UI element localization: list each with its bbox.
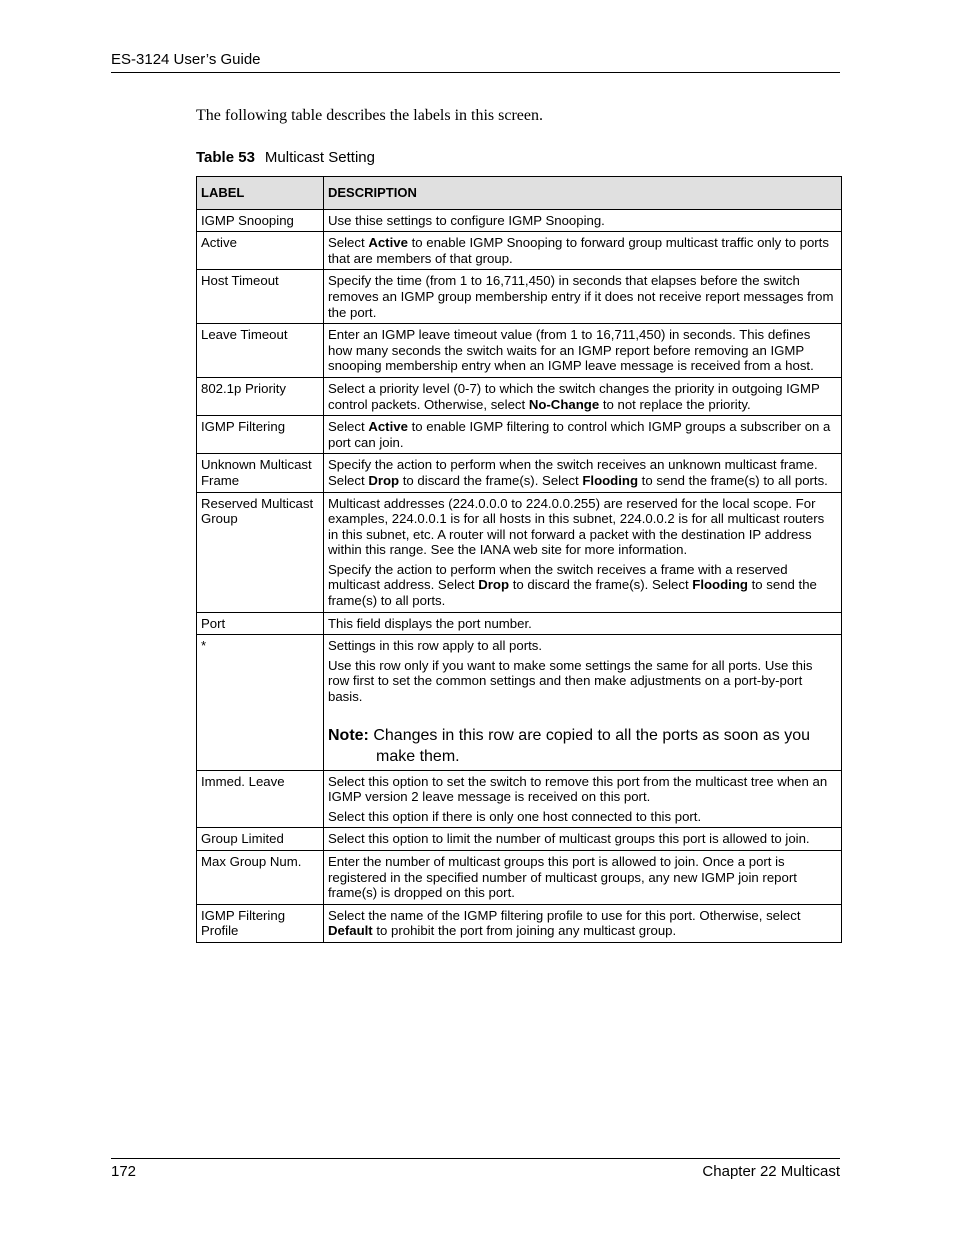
description-paragraph: Select Active to enable IGMP Snooping to forward group multicast traffic only to ports that are members of that group. — [328, 235, 829, 266]
table-row — [197, 635, 842, 770]
description-paragraph: Select Active to enable IGMP filtering to control which IGMP groups a subscriber on a port can join. — [328, 419, 831, 450]
intro-text: The following table describes the labels in this screen. — [196, 107, 544, 124]
description-paragraph: Use this row only if you want to make some settings the same for all ports. Use this row first to set the common settings and then make adjustments on a port-by-port basis. — [328, 657, 813, 705]
row-description — [324, 416, 842, 454]
table-row — [197, 377, 842, 415]
page-number: 172 — [111, 1163, 137, 1180]
description-paragraph: Select the name of the IGMP filtering profile to use for this port. Otherwise, select Default to prohibit the port from joining any multicast group. — [328, 907, 801, 939]
row-label: IGMP Snooping — [197, 209, 324, 232]
description-paragraph: Enter an IGMP leave timeout value (from 1 to 16,711,450) in seconds. This defines how many seconds the switch waits for an IGMP report before removing an IGMP snooping membership entry when an IGMP leave message is received from a host. — [328, 327, 814, 374]
row-label: Immed. Leave — [197, 770, 324, 828]
row-label: IGMP Filtering Profile — [197, 904, 324, 942]
row-label: Max Group Num. — [197, 851, 324, 905]
table-row — [197, 209, 842, 232]
table-row — [197, 492, 842, 612]
row-label: Unknown Multicast Frame — [197, 454, 324, 492]
row-description — [324, 828, 842, 851]
description-paragraph: Specify the action to perform when the switch receives a frame with a reserved multicast address. Select Drop to discard the frame(s). Select Flooding to send the frame(s) to all ports. — [328, 561, 817, 609]
note: Note: Changes in this row are copied to all the ports as soon as you make them. — [328, 726, 811, 765]
description-paragraph: Select a priority level (0-7) to which the switch changes the priority in outgoing IGMP control packets. Otherwise, select No-Change to not replace the priority. — [328, 380, 820, 412]
row-label: Port — [197, 612, 324, 635]
description-paragraph: Select this option if there is only one host connected to this port. — [328, 808, 702, 824]
row-description — [324, 324, 842, 378]
table-row — [197, 770, 842, 828]
description-paragraph: Settings in this row apply to all ports. — [328, 638, 543, 654]
table-title: Multicast Setting — [264, 149, 375, 166]
table-row — [197, 828, 842, 851]
row-description — [324, 377, 842, 415]
table-row — [197, 270, 842, 324]
row-description — [324, 612, 842, 635]
row-description — [324, 904, 842, 942]
row-label: 802.1p Priority — [197, 377, 324, 415]
multicast-setting-table — [196, 176, 842, 943]
table-row — [197, 851, 842, 905]
guide-title: ES-3124 User’s Guide — [111, 51, 261, 68]
description-paragraph: Enter the number of multicast groups this port is allowed to join. Once a port is registered in the specified number of multicast groups, any new IGMP join report frame(s) is dropped on this port. — [328, 854, 797, 901]
description-paragraph: Use thise settings to configure IGMP Snooping. — [328, 212, 605, 228]
table-row — [197, 416, 842, 454]
page-footer — [111, 1158, 840, 1180]
table-row — [197, 904, 842, 942]
row-label: * — [197, 635, 324, 770]
description-paragraph: This field displays the port number. — [328, 615, 532, 631]
row-description — [324, 492, 842, 612]
row-label: Host Timeout — [197, 270, 324, 324]
row-description — [324, 270, 842, 324]
row-label: IGMP Filtering — [197, 416, 324, 454]
column-header-description: DESCRIPTION — [324, 177, 842, 210]
table-header-row — [197, 177, 842, 210]
table-row — [197, 324, 842, 378]
row-description — [324, 770, 842, 828]
page-header — [111, 51, 840, 73]
table-row — [197, 612, 842, 635]
table-caption — [196, 149, 375, 166]
note-label: Note: — [328, 726, 369, 744]
column-header-label: LABEL — [197, 177, 324, 210]
table-number: Table 53 — [196, 149, 255, 166]
row-label: Reserved Multicast Group — [197, 492, 324, 612]
row-description — [324, 851, 842, 905]
row-description — [324, 454, 842, 492]
table-row — [197, 232, 842, 270]
description-paragraph: Multicast addresses (224.0.0.0 to 224.0.0.255) are reserved for the local scope. For examples, 224.0.0.1 is for all hosts in this subnet, 224.0.0.2 is for all multicast routers in this subnet, etc. A router will not forward a packet with the destination IP address within this range. See the IANA web site for more information. — [328, 495, 825, 558]
chapter-title: Chapter 22 Multicast — [702, 1163, 840, 1180]
row-description — [324, 209, 842, 232]
description-paragraph: Specify the action to perform when the switch receives an unknown multicast frame. Select Drop to discard the frame(s). Select Flooding to send the frame(s) to all ports. — [328, 457, 828, 488]
row-label: Group Limited — [197, 828, 324, 851]
description-paragraph: Select this option to limit the number of multicast groups this port is allowed to join. — [328, 831, 810, 847]
row-label: Leave Timeout — [197, 324, 324, 378]
description-paragraph: Select this option to set the switch to remove this port from the multicast tree when an IGMP version 2 leave message is received on this port. — [328, 773, 828, 805]
row-label: Active — [197, 232, 324, 270]
description-paragraph: Specify the time (from 1 to 16,711,450) in seconds that elapses before the switch removes an IGMP group membership entry if it does not receive report messages from the port. — [328, 273, 834, 320]
row-description — [324, 635, 842, 770]
row-description — [324, 232, 842, 270]
table-row — [197, 454, 842, 492]
